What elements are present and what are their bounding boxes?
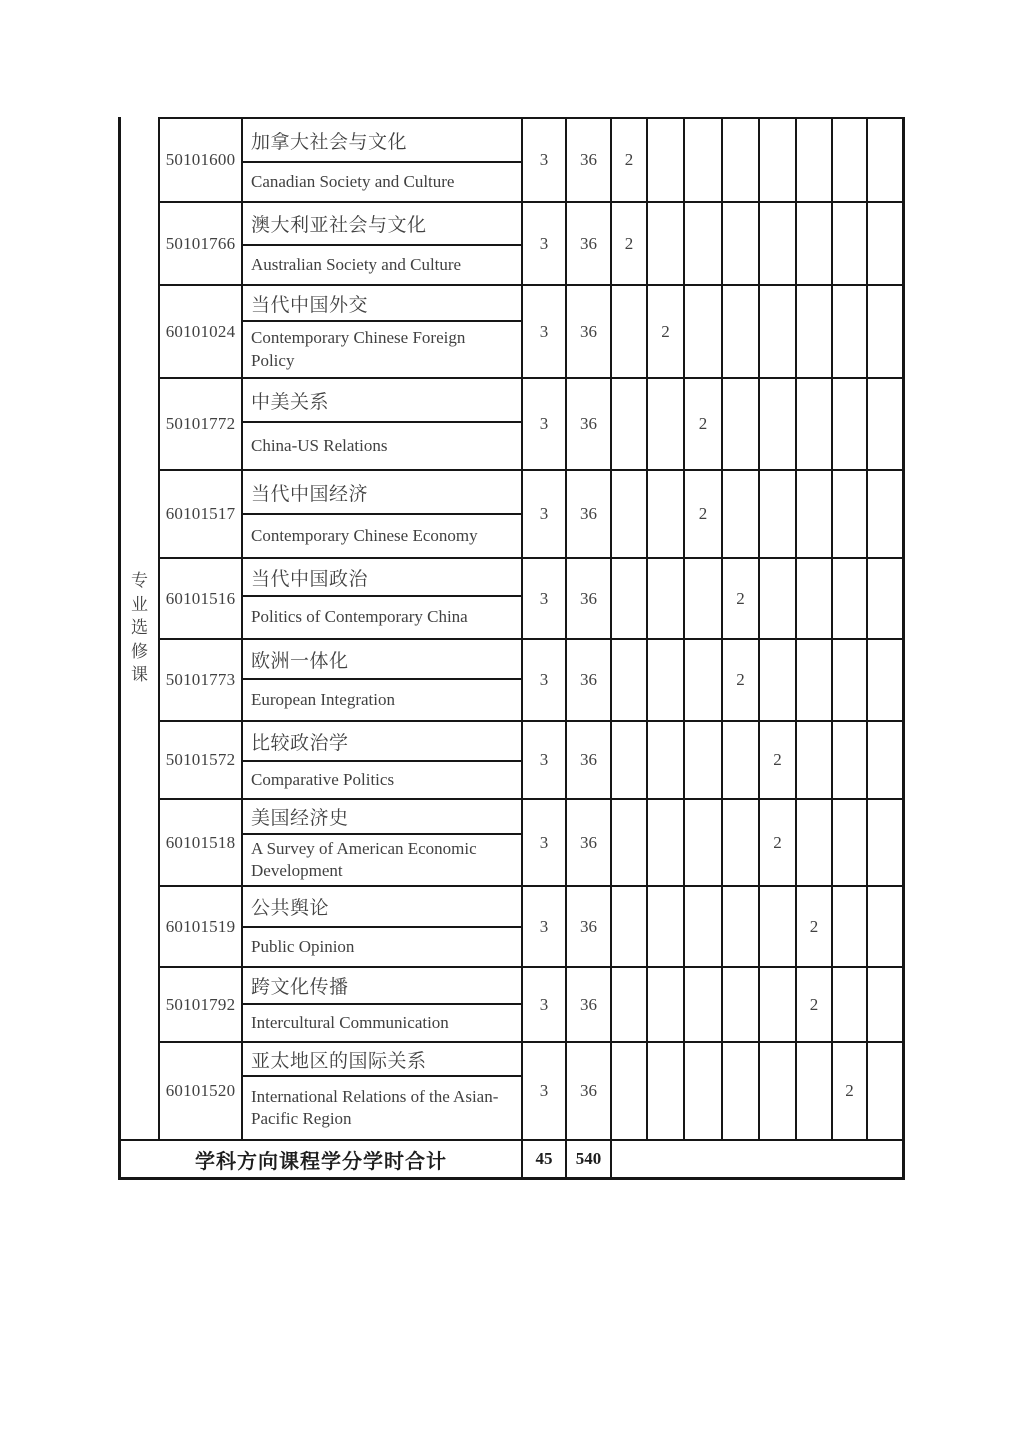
semester-7-cell bbox=[833, 722, 868, 800]
semester-8-cell bbox=[868, 559, 905, 640]
course-hours: 36 bbox=[567, 559, 612, 640]
semester-4-cell bbox=[723, 887, 760, 968]
course-name-zh: 美国经济史 bbox=[243, 800, 523, 835]
semester-6-cell bbox=[797, 117, 833, 203]
semester-4-cell bbox=[723, 1043, 760, 1141]
semester-5-cell bbox=[760, 640, 797, 722]
course-hours: 36 bbox=[567, 722, 612, 800]
semester-5-cell bbox=[760, 968, 797, 1043]
course-credits: 3 bbox=[523, 471, 567, 559]
course-hours: 36 bbox=[567, 203, 612, 286]
course-hours: 36 bbox=[567, 286, 612, 379]
course-credits: 3 bbox=[523, 640, 567, 722]
course-credits: 3 bbox=[523, 800, 567, 887]
semester-7-cell bbox=[833, 640, 868, 722]
semester-1-cell bbox=[612, 379, 648, 471]
course-hours: 36 bbox=[567, 471, 612, 559]
semester-1-credit-value: 2 bbox=[612, 203, 648, 286]
course-name-en: Politics of Contemporary China bbox=[243, 597, 523, 640]
semester-6-cell bbox=[797, 286, 833, 379]
course-name-en: Australian Society and Culture bbox=[243, 246, 523, 286]
course-hours: 36 bbox=[567, 379, 612, 471]
semester-5-cell bbox=[760, 1043, 797, 1141]
course-name-zh: 当代中国政治 bbox=[243, 559, 523, 597]
course-name-zh: 当代中国经济 bbox=[243, 471, 523, 515]
semester-4-cell bbox=[723, 117, 760, 203]
total-hours-cell: 540 bbox=[567, 1141, 612, 1180]
semester-3-cell bbox=[685, 887, 723, 968]
course-credits: 3 bbox=[523, 722, 567, 800]
semester-6-cell bbox=[797, 203, 833, 286]
semester-8-cell bbox=[868, 800, 905, 887]
semester-1-cell bbox=[612, 640, 648, 722]
semester-1-cell bbox=[612, 722, 648, 800]
semester-3-credit-value: 2 bbox=[685, 379, 723, 471]
semester-2-cell bbox=[648, 968, 685, 1043]
semester-5-cell bbox=[760, 887, 797, 968]
course-name-en: A Survey of American Economic Development bbox=[243, 835, 523, 887]
course-name-zh: 欧洲一体化 bbox=[243, 640, 523, 680]
course-code: 50101772 bbox=[160, 379, 243, 471]
section-label-text: 专业选修课 bbox=[131, 571, 148, 685]
semester-3-cell bbox=[685, 286, 723, 379]
semester-7-credit-value: 2 bbox=[833, 1043, 868, 1141]
course-credits: 3 bbox=[523, 117, 567, 203]
course-code: 50101572 bbox=[160, 722, 243, 800]
semester-8-cell bbox=[868, 379, 905, 471]
course-hours: 36 bbox=[567, 1043, 612, 1141]
course-hours: 36 bbox=[567, 968, 612, 1043]
course-name-en: Contemporary Chinese Economy bbox=[243, 515, 523, 559]
semester-3-cell bbox=[685, 203, 723, 286]
semester-2-cell bbox=[648, 203, 685, 286]
semester-5-credit-value: 2 bbox=[760, 800, 797, 887]
course-name-en: International Relations of the Asian-Pacific Region bbox=[243, 1077, 523, 1141]
semester-6-cell bbox=[797, 471, 833, 559]
course-hours: 36 bbox=[567, 887, 612, 968]
semester-3-cell bbox=[685, 722, 723, 800]
course-name-en: China-US Relations bbox=[243, 423, 523, 471]
semester-8-cell bbox=[868, 117, 905, 203]
semester-5-cell bbox=[760, 203, 797, 286]
semester-6-credit-value: 2 bbox=[797, 968, 833, 1043]
semester-8-cell bbox=[868, 722, 905, 800]
course-credits: 3 bbox=[523, 887, 567, 968]
semester-5-cell bbox=[760, 117, 797, 203]
semester-8-cell bbox=[868, 1043, 905, 1141]
semester-3-cell bbox=[685, 640, 723, 722]
semester-3-cell bbox=[685, 1043, 723, 1141]
course-credits: 3 bbox=[523, 203, 567, 286]
semester-4-cell bbox=[723, 471, 760, 559]
course-code: 50101773 bbox=[160, 640, 243, 722]
semester-6-cell bbox=[797, 722, 833, 800]
course-credits: 3 bbox=[523, 286, 567, 379]
semester-7-cell bbox=[833, 379, 868, 471]
semester-6-cell bbox=[797, 379, 833, 471]
semester-8-cell bbox=[868, 887, 905, 968]
total-credits-cell: 45 bbox=[523, 1141, 567, 1180]
semester-3-cell bbox=[685, 968, 723, 1043]
course-credits: 3 bbox=[523, 968, 567, 1043]
total-label-cell: 学科方向课程学分学时合计 bbox=[118, 1141, 523, 1180]
semester-2-cell bbox=[648, 640, 685, 722]
course-name-zh: 当代中国外交 bbox=[243, 286, 523, 322]
semester-7-cell bbox=[833, 800, 868, 887]
semester-8-cell bbox=[868, 968, 905, 1043]
semester-4-cell bbox=[723, 968, 760, 1043]
semester-4-cell bbox=[723, 379, 760, 471]
semester-4-credit-value: 2 bbox=[723, 640, 760, 722]
semester-1-credit-value: 2 bbox=[612, 117, 648, 203]
semester-5-cell bbox=[760, 379, 797, 471]
semester-7-cell bbox=[833, 968, 868, 1043]
semester-6-cell bbox=[797, 559, 833, 640]
semester-1-cell bbox=[612, 559, 648, 640]
course-name-zh: 公共舆论 bbox=[243, 887, 523, 928]
semester-3-credit-value: 2 bbox=[685, 471, 723, 559]
course-name-en: Contemporary Chinese Foreign Policy bbox=[243, 322, 523, 379]
course-name-en: Intercultural Communication bbox=[243, 1005, 523, 1043]
semester-7-cell bbox=[833, 559, 868, 640]
semester-7-cell bbox=[833, 286, 868, 379]
course-code: 60101516 bbox=[160, 559, 243, 640]
section-label-cell bbox=[118, 117, 160, 1141]
semester-3-cell bbox=[685, 559, 723, 640]
semester-1-cell bbox=[612, 286, 648, 379]
semester-4-cell bbox=[723, 203, 760, 286]
course-name-en: Public Opinion bbox=[243, 928, 523, 968]
semester-4-cell bbox=[723, 800, 760, 887]
semester-7-cell bbox=[833, 471, 868, 559]
course-name-en: Canadian Society and Culture bbox=[243, 163, 523, 203]
semester-6-credit-value: 2 bbox=[797, 887, 833, 968]
semester-2-cell bbox=[648, 1043, 685, 1141]
course-code: 50101600 bbox=[160, 117, 243, 203]
course-credits: 3 bbox=[523, 1043, 567, 1141]
semester-3-cell bbox=[685, 800, 723, 887]
total-empty-cell bbox=[612, 1141, 905, 1180]
course-name-en: Comparative Politics bbox=[243, 762, 523, 800]
semester-4-credit-value: 2 bbox=[723, 559, 760, 640]
course-hours: 36 bbox=[567, 640, 612, 722]
course-name-zh: 比较政治学 bbox=[243, 722, 523, 762]
curriculum-table bbox=[118, 117, 905, 1180]
semester-8-cell bbox=[868, 471, 905, 559]
semester-2-cell bbox=[648, 559, 685, 640]
semester-2-cell bbox=[648, 722, 685, 800]
semester-5-cell bbox=[760, 559, 797, 640]
course-code: 60101519 bbox=[160, 887, 243, 968]
course-code: 60101518 bbox=[160, 800, 243, 887]
semester-1-cell bbox=[612, 1043, 648, 1141]
course-hours: 36 bbox=[567, 117, 612, 203]
semester-8-cell bbox=[868, 286, 905, 379]
semester-8-cell bbox=[868, 203, 905, 286]
semester-5-cell bbox=[760, 471, 797, 559]
course-name-zh: 亚太地区的国际关系 bbox=[243, 1043, 523, 1077]
semester-5-credit-value: 2 bbox=[760, 722, 797, 800]
semester-7-cell bbox=[833, 887, 868, 968]
course-code: 60101024 bbox=[160, 286, 243, 379]
course-credits: 3 bbox=[523, 559, 567, 640]
semester-1-cell bbox=[612, 471, 648, 559]
course-hours: 36 bbox=[567, 800, 612, 887]
course-name-zh: 跨文化传播 bbox=[243, 968, 523, 1005]
semester-5-cell bbox=[760, 286, 797, 379]
semester-6-cell bbox=[797, 1043, 833, 1141]
semester-7-cell bbox=[833, 203, 868, 286]
semester-1-cell bbox=[612, 800, 648, 887]
semester-4-cell bbox=[723, 722, 760, 800]
course-code: 60101517 bbox=[160, 471, 243, 559]
semester-2-cell bbox=[648, 800, 685, 887]
course-code: 60101520 bbox=[160, 1043, 243, 1141]
semester-1-cell bbox=[612, 887, 648, 968]
course-code: 50101792 bbox=[160, 968, 243, 1043]
course-name-zh: 澳大利亚社会与文化 bbox=[243, 203, 523, 246]
semester-2-cell bbox=[648, 379, 685, 471]
semester-2-cell bbox=[648, 117, 685, 203]
semester-1-cell bbox=[612, 968, 648, 1043]
course-credits: 3 bbox=[523, 379, 567, 471]
semester-2-credit-value: 2 bbox=[648, 286, 685, 379]
course-code: 50101766 bbox=[160, 203, 243, 286]
semester-6-cell bbox=[797, 800, 833, 887]
course-name-zh: 加拿大社会与文化 bbox=[243, 117, 523, 163]
semester-3-cell bbox=[685, 117, 723, 203]
semester-7-cell bbox=[833, 117, 868, 203]
semester-2-cell bbox=[648, 471, 685, 559]
course-name-zh: 中美关系 bbox=[243, 379, 523, 423]
semester-2-cell bbox=[648, 887, 685, 968]
semester-8-cell bbox=[868, 640, 905, 722]
semester-4-cell bbox=[723, 286, 760, 379]
course-name-en: European Integration bbox=[243, 680, 523, 722]
semester-6-cell bbox=[797, 640, 833, 722]
